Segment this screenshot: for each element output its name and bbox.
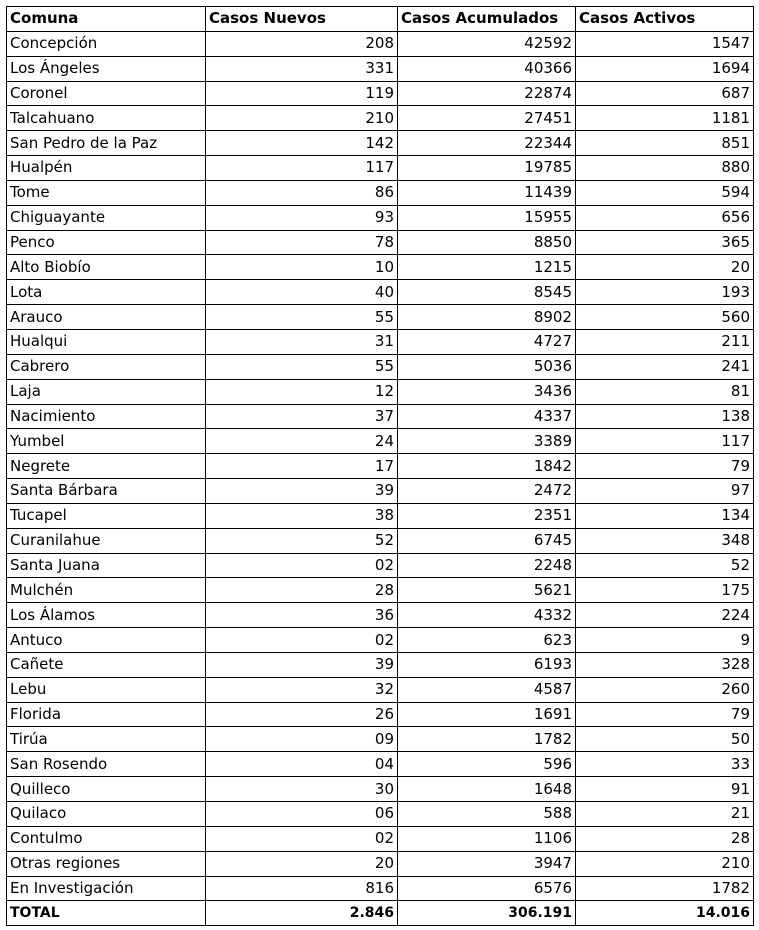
table-row	[7, 280, 754, 305]
casos-activos-cell: 20	[576, 255, 754, 280]
comuna-cell: Nacimiento	[7, 404, 206, 429]
table-row	[7, 205, 754, 230]
casos-nuevos-cell: 39	[206, 652, 398, 677]
casos-acumulados-cell: 2472	[398, 479, 576, 504]
table-row	[7, 851, 754, 876]
casos-nuevos-cell: 93	[206, 205, 398, 230]
casos-activos-cell: 81	[576, 379, 754, 404]
comuna-cell: Los Ángeles	[7, 56, 206, 81]
table-row	[7, 404, 754, 429]
casos-activos-cell: 241	[576, 354, 754, 379]
table-row	[7, 578, 754, 603]
table-row	[7, 454, 754, 479]
table-row	[7, 628, 754, 653]
comuna-cell: Alto Biobío	[7, 255, 206, 280]
casos-acumulados-cell: 27451	[398, 106, 576, 131]
header-row	[7, 7, 754, 32]
casos-nuevos-cell: 10	[206, 255, 398, 280]
comuna-cell: Concepción	[7, 31, 206, 56]
comuna-cell: Chiguayante	[7, 205, 206, 230]
casos-acumulados-cell: 4332	[398, 603, 576, 628]
comuna-cell: Antuco	[7, 628, 206, 653]
casos-acumulados-cell: 596	[398, 752, 576, 777]
casos-activos-cell: 656	[576, 205, 754, 230]
header-casos-activos: Casos Activos	[576, 7, 754, 32]
casos-activos-cell: 175	[576, 578, 754, 603]
comuna-cell: Quilleco	[7, 777, 206, 802]
casos-nuevos-cell: 36	[206, 603, 398, 628]
casos-acumulados-cell: 3947	[398, 851, 576, 876]
casos-activos-cell: 1181	[576, 106, 754, 131]
casos-activos-cell: 21	[576, 802, 754, 827]
casos-activos-cell: 260	[576, 677, 754, 702]
table-row	[7, 876, 754, 901]
casos-nuevos-cell: 04	[206, 752, 398, 777]
casos-nuevos-cell: 12	[206, 379, 398, 404]
casos-activos-cell: 138	[576, 404, 754, 429]
table-row	[7, 81, 754, 106]
comuna-cell: Los Álamos	[7, 603, 206, 628]
table-row	[7, 603, 754, 628]
casos-nuevos-cell: 86	[206, 180, 398, 205]
table-row	[7, 305, 754, 330]
comuna-cell: Cabrero	[7, 354, 206, 379]
table-row	[7, 56, 754, 81]
casos-acumulados-cell: 5036	[398, 354, 576, 379]
total-row	[7, 901, 754, 926]
casos-nuevos-cell: 119	[206, 81, 398, 106]
casos-acumulados-cell: 15955	[398, 205, 576, 230]
casos-acumulados-cell: 5621	[398, 578, 576, 603]
casos-acumulados-cell: 4587	[398, 677, 576, 702]
casos-nuevos-cell: 02	[206, 826, 398, 851]
casos-acumulados-cell: 1691	[398, 702, 576, 727]
total-label: TOTAL	[7, 901, 206, 926]
casos-nuevos-cell: 32	[206, 677, 398, 702]
casos-nuevos-cell: 331	[206, 56, 398, 81]
table-row	[7, 354, 754, 379]
total-casos-activos: 14.016	[576, 901, 754, 926]
comuna-cell: Arauco	[7, 305, 206, 330]
table-row	[7, 802, 754, 827]
comuna-cell: San Rosendo	[7, 752, 206, 777]
casos-activos-cell: 348	[576, 528, 754, 553]
comuna-cell: Penco	[7, 230, 206, 255]
casos-nuevos-cell: 208	[206, 31, 398, 56]
casos-activos-cell: 1782	[576, 876, 754, 901]
casos-acumulados-cell: 1842	[398, 454, 576, 479]
casos-nuevos-cell: 24	[206, 429, 398, 454]
casos-acumulados-cell: 1106	[398, 826, 576, 851]
casos-activos-cell: 134	[576, 503, 754, 528]
casos-activos-cell: 33	[576, 752, 754, 777]
comuna-cell: Otras regiones	[7, 851, 206, 876]
casos-acumulados-cell: 1782	[398, 727, 576, 752]
comuna-cell: San Pedro de la Paz	[7, 131, 206, 156]
table-row	[7, 429, 754, 454]
table-row	[7, 255, 754, 280]
comuna-cell: Florida	[7, 702, 206, 727]
header-casos-nuevos: Casos Nuevos	[206, 7, 398, 32]
total-casos-nuevos: 2.846	[206, 901, 398, 926]
header-comuna: Comuna	[7, 7, 206, 32]
table-row	[7, 702, 754, 727]
casos-acumulados-cell: 22344	[398, 131, 576, 156]
comuna-cell: Lebu	[7, 677, 206, 702]
comuna-cell: Hualqui	[7, 329, 206, 354]
comuna-cell: Lota	[7, 280, 206, 305]
table-row	[7, 106, 754, 131]
casos-nuevos-cell: 20	[206, 851, 398, 876]
casos-acumulados-cell: 1648	[398, 777, 576, 802]
table-row	[7, 479, 754, 504]
casos-acumulados-cell: 2351	[398, 503, 576, 528]
casos-acumulados-cell: 623	[398, 628, 576, 653]
casos-acumulados-cell: 3389	[398, 429, 576, 454]
casos-acumulados-cell: 8850	[398, 230, 576, 255]
casos-activos-cell: 210	[576, 851, 754, 876]
total-casos-acumulados: 306.191	[398, 901, 576, 926]
table-row	[7, 503, 754, 528]
casos-activos-cell: 193	[576, 280, 754, 305]
casos-acumulados-cell: 42592	[398, 31, 576, 56]
comuna-cell: Talcahuano	[7, 106, 206, 131]
casos-nuevos-cell: 09	[206, 727, 398, 752]
casos-nuevos-cell: 37	[206, 404, 398, 429]
casos-activos-cell: 9	[576, 628, 754, 653]
table-row	[7, 230, 754, 255]
casos-nuevos-cell: 06	[206, 802, 398, 827]
casos-activos-cell: 328	[576, 652, 754, 677]
casos-activos-cell: 50	[576, 727, 754, 752]
table-body	[7, 31, 754, 901]
casos-nuevos-cell: 210	[206, 106, 398, 131]
comuna-cell: Laja	[7, 379, 206, 404]
casos-acumulados-cell: 6745	[398, 528, 576, 553]
comuna-cell: Curanilahue	[7, 528, 206, 553]
table-row	[7, 777, 754, 802]
casos-activos-cell: 851	[576, 131, 754, 156]
casos-nuevos-cell: 30	[206, 777, 398, 802]
casos-acumulados-cell: 4727	[398, 329, 576, 354]
casos-nuevos-cell: 78	[206, 230, 398, 255]
casos-activos-cell: 365	[576, 230, 754, 255]
casos-nuevos-cell: 142	[206, 131, 398, 156]
casos-nuevos-cell: 17	[206, 454, 398, 479]
casos-nuevos-cell: 55	[206, 354, 398, 379]
casos-acumulados-cell: 2248	[398, 553, 576, 578]
casos-acumulados-cell: 11439	[398, 180, 576, 205]
comuna-cell: Hualpén	[7, 156, 206, 181]
comuna-cell: Yumbel	[7, 429, 206, 454]
casos-activos-cell: 91	[576, 777, 754, 802]
casos-acumulados-cell: 19785	[398, 156, 576, 181]
cases-table	[6, 6, 754, 926]
table-row	[7, 553, 754, 578]
casos-nuevos-cell: 40	[206, 280, 398, 305]
casos-activos-cell: 594	[576, 180, 754, 205]
casos-nuevos-cell: 38	[206, 503, 398, 528]
casos-nuevos-cell: 117	[206, 156, 398, 181]
casos-nuevos-cell: 55	[206, 305, 398, 330]
casos-activos-cell: 211	[576, 329, 754, 354]
casos-acumulados-cell: 1215	[398, 255, 576, 280]
casos-activos-cell: 97	[576, 479, 754, 504]
casos-nuevos-cell: 31	[206, 329, 398, 354]
table-row	[7, 379, 754, 404]
casos-nuevos-cell: 02	[206, 628, 398, 653]
casos-acumulados-cell: 4337	[398, 404, 576, 429]
header-casos-acumulados: Casos Acumulados	[398, 7, 576, 32]
casos-nuevos-cell: 816	[206, 876, 398, 901]
comuna-cell: Negrete	[7, 454, 206, 479]
casos-acumulados-cell: 3436	[398, 379, 576, 404]
casos-acumulados-cell: 6193	[398, 652, 576, 677]
comuna-cell: Contulmo	[7, 826, 206, 851]
comuna-cell: Santa Juana	[7, 553, 206, 578]
casos-activos-cell: 79	[576, 454, 754, 479]
casos-activos-cell: 560	[576, 305, 754, 330]
table-row	[7, 727, 754, 752]
casos-acumulados-cell: 22874	[398, 81, 576, 106]
casos-nuevos-cell: 52	[206, 528, 398, 553]
table-row	[7, 131, 754, 156]
casos-activos-cell: 687	[576, 81, 754, 106]
casos-nuevos-cell: 26	[206, 702, 398, 727]
comuna-cell: En Investigación	[7, 876, 206, 901]
casos-activos-cell: 79	[576, 702, 754, 727]
comuna-cell: Tirúa	[7, 727, 206, 752]
comuna-cell: Quilaco	[7, 802, 206, 827]
table-row	[7, 652, 754, 677]
casos-acumulados-cell: 6576	[398, 876, 576, 901]
casos-acumulados-cell: 40366	[398, 56, 576, 81]
table-row	[7, 528, 754, 553]
comuna-cell: Mulchén	[7, 578, 206, 603]
comuna-cell: Coronel	[7, 81, 206, 106]
table-row	[7, 156, 754, 181]
table-row	[7, 752, 754, 777]
comuna-cell: Santa Bárbara	[7, 479, 206, 504]
table-row	[7, 180, 754, 205]
casos-nuevos-cell: 02	[206, 553, 398, 578]
table-row	[7, 329, 754, 354]
casos-activos-cell: 880	[576, 156, 754, 181]
casos-activos-cell: 117	[576, 429, 754, 454]
comuna-cell: Tome	[7, 180, 206, 205]
casos-acumulados-cell: 8545	[398, 280, 576, 305]
comuna-cell: Tucapel	[7, 503, 206, 528]
comuna-cell: Cañete	[7, 652, 206, 677]
table-row	[7, 31, 754, 56]
casos-acumulados-cell: 588	[398, 802, 576, 827]
casos-activos-cell: 52	[576, 553, 754, 578]
casos-nuevos-cell: 39	[206, 479, 398, 504]
casos-activos-cell: 1547	[576, 31, 754, 56]
table-row	[7, 826, 754, 851]
table-row	[7, 677, 754, 702]
casos-acumulados-cell: 8902	[398, 305, 576, 330]
casos-activos-cell: 224	[576, 603, 754, 628]
casos-nuevos-cell: 28	[206, 578, 398, 603]
casos-activos-cell: 28	[576, 826, 754, 851]
casos-activos-cell: 1694	[576, 56, 754, 81]
